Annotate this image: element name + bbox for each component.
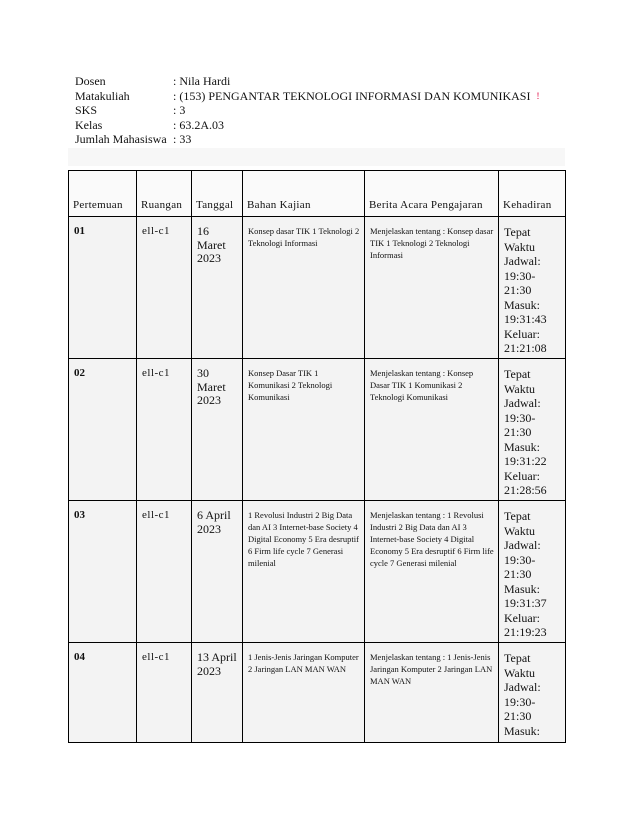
jumlah-label: Jumlah Mahasiswa (75, 132, 167, 146)
bahan-cell: Konsep dasar TIK 1 Teknologi 2 Teknologi Informasi (243, 217, 365, 359)
att-line: 19:30- (504, 410, 536, 425)
kelas-row (75, 118, 565, 133)
tanggal-cell: 13 April 2023 (192, 643, 243, 743)
att-line: 21:30 (504, 567, 532, 581)
att-line: Jadwal: (504, 680, 541, 694)
kehadiran-cell (499, 643, 566, 743)
sks-value: : 3 (173, 103, 186, 117)
ruangan-cell: ell-c1 (137, 217, 192, 359)
sks-row (75, 103, 565, 118)
pertemuan-cell: 04 (69, 643, 137, 743)
att-line: Tepat (504, 367, 531, 381)
table-row (69, 643, 566, 743)
att-line: 21:21:08 (504, 341, 547, 355)
att-line: 19:31:22 (504, 454, 547, 468)
dosen-row (75, 74, 565, 89)
att-line: Tepat (504, 509, 531, 523)
att-line: Keluar: (504, 610, 540, 625)
course-info-header (75, 74, 565, 147)
jumlah-value: : 33 (173, 132, 192, 146)
red-mark-icon: ! (536, 90, 540, 101)
berita-cell: Menjelaskan tentang : 1 Jenis-Jenis Jaringan Komputer 2 Jaringan LAN MAN WAN (365, 643, 499, 743)
att-line: Waktu (504, 239, 536, 254)
att-line: Masuk: (504, 297, 540, 312)
att-line: 21:30 (504, 425, 532, 439)
att-line: 21:28:56 (504, 483, 547, 497)
bahan-cell: 1 Jenis-Jenis Jaringan Komputer 2 Jaringan LAN MAN WAN (243, 643, 365, 743)
col-kehadiran: Kehadiran (499, 171, 566, 217)
bahan-cell: Konsep Dasar TIK 1 Komunikasi 2 Teknologi Komunikasi (243, 359, 365, 501)
sks-label: SKS (75, 103, 98, 117)
att-line: Jadwal: (504, 396, 541, 410)
matakuliah-value-wrap (173, 89, 565, 104)
tanggal-cell: 16 Maret 2023 (192, 217, 243, 359)
col-tanggal: Tanggal (192, 171, 243, 217)
matakuliah-value: : (153) PENGANTAR TEKNOLOGI INFORMASI DAN KOMUNIKASI (173, 88, 531, 103)
jumlah-row (75, 132, 565, 147)
att-line: 21:30 (504, 709, 532, 723)
att-line: Keluar: (504, 326, 540, 341)
matakuliah-label: Matakuliah (75, 88, 130, 103)
att-line: 21:19:23 (504, 625, 547, 639)
tanggal-cell: 6 April 2023 (192, 501, 243, 643)
col-berita-acara: Berita Acara Pengajaran (365, 171, 499, 217)
att-line: 19:30- (504, 268, 536, 283)
pertemuan-cell: 01 (69, 217, 137, 359)
kehadiran-cell (499, 501, 566, 643)
att-line: Tepat (504, 651, 531, 665)
col-pertemuan: Pertemuan (69, 171, 137, 217)
att-line: Tepat (504, 225, 531, 239)
berita-cell: Menjelaskan tentang : Konsep dasar TIK 1 Teknologi 2 Teknologi Informasi (365, 217, 499, 359)
pertemuan-cell: 02 (69, 359, 137, 501)
kehadiran-cell (499, 359, 566, 501)
att-line: Jadwal: (504, 538, 541, 552)
table-row (69, 501, 566, 643)
ruangan-cell: ell-c1 (137, 643, 192, 743)
attendance-table (68, 170, 566, 743)
ruangan-cell: ell-c1 (137, 501, 192, 643)
att-line: Masuk: (504, 439, 540, 454)
table-row (69, 217, 566, 359)
table-row (69, 359, 566, 501)
att-line: Masuk: (504, 581, 540, 596)
bahan-cell: 1 Revolusi Industri 2 Big Data dan AI 3 Internet-base Society 4 Digital Economy 5 Era desruptif 6 Firm life cycle 7 Generasi milenial (243, 501, 365, 643)
att-line: Waktu (504, 665, 536, 680)
table-header-row (69, 171, 566, 217)
att-line: Waktu (504, 381, 536, 396)
att-line: Jadwal: (504, 254, 541, 268)
att-line: Keluar: (504, 468, 540, 483)
col-ruangan: Ruangan (137, 171, 192, 217)
att-line: 19:31:43 (504, 312, 547, 326)
header-shade (68, 148, 565, 166)
att-line: 19:31:37 (504, 596, 547, 610)
col-bahan-kajian: Bahan Kajian (243, 171, 365, 217)
kelas-value: : 63.2A.03 (173, 117, 224, 132)
att-line: Masuk: (504, 723, 540, 738)
kehadiran-cell (499, 217, 566, 359)
att-line: 21:30 (504, 283, 532, 297)
att-line: Waktu (504, 523, 536, 538)
att-line: 19:30- (504, 552, 536, 567)
berita-cell: Menjelaskan tentang : 1 Revolusi Industri 2 Big Data dan AI 3 Internet-base Society 4 Digital Economy 5 Era desruptif 6 Firm life cycle 7 Generasi milenial (365, 501, 499, 643)
matakuliah-row (75, 89, 565, 104)
pertemuan-cell: 03 (69, 501, 137, 643)
dosen-label: Dosen (75, 74, 106, 88)
dosen-value: : Nila Hardi (173, 74, 231, 88)
tanggal-cell: 30 Maret 2023 (192, 359, 243, 501)
kelas-label: Kelas (75, 117, 103, 132)
ruangan-cell: ell-c1 (137, 359, 192, 501)
att-line: 19:30- (504, 694, 536, 709)
berita-cell: Menjelaskan tentang : Konsep Dasar TIK 1 Komunikasi 2 Teknologi Komunikasi (365, 359, 499, 501)
